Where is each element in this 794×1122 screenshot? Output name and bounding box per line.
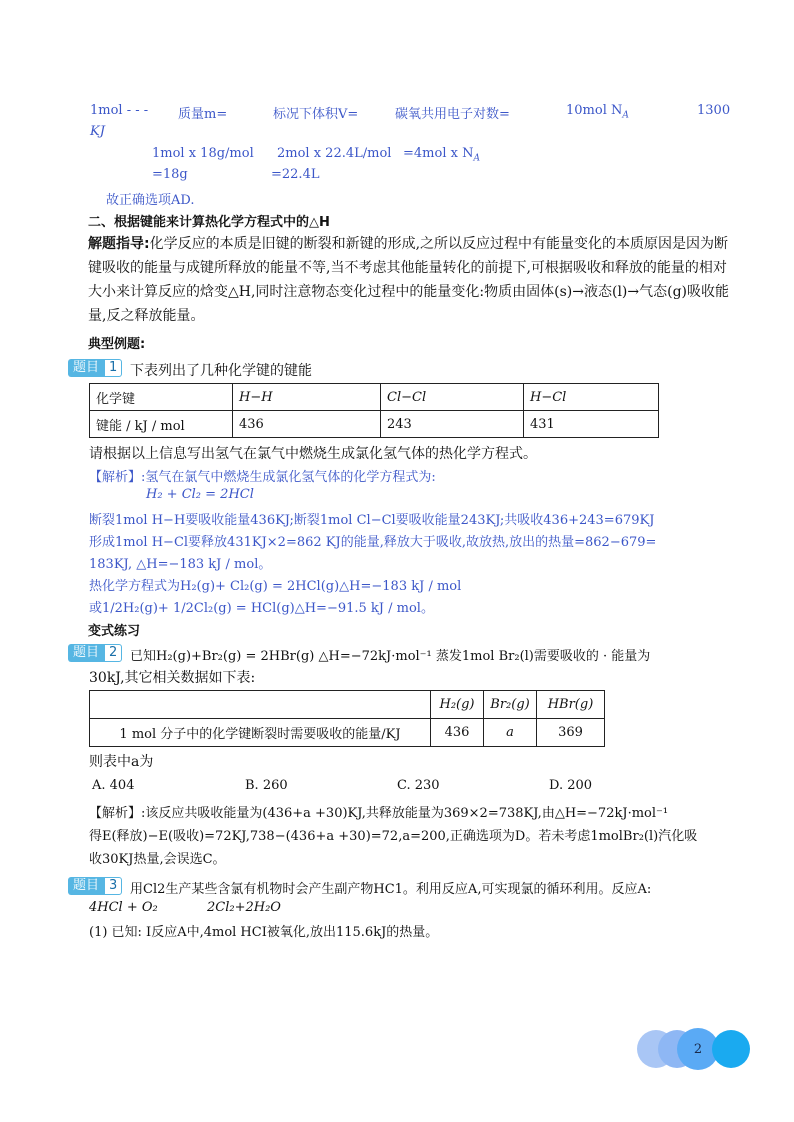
q1-text: 下表列出了几种化学键的键能: [130, 363, 312, 379]
q2-line1: 已知H₂(g)+Br₂(g) = 2HBr(g) △H=−72kJ·mol⁻¹ 蒸发1mol Br₂(l)需要吸收的 · 能量为: [130, 649, 651, 664]
variant-heading: 变式练习: [88, 624, 141, 639]
q1-analysis-3: 形成1mol H−Cl要释放431KJ×2=862 KJ的能量,释放大于吸收,故放热,放出的热量=862−679=: [89, 535, 657, 550]
q1-tag-label: 题目: [68, 359, 104, 377]
row4-conclusion: 故正确选项AD.: [106, 193, 195, 208]
q1-table: [89, 383, 659, 438]
q2-line2: 30kJ,其它相关数据如下表:: [89, 670, 256, 686]
q1-analysis-1: H₂ + Cl₂ = 2HCl: [146, 487, 254, 502]
q2-th-2: Br₂(g): [484, 691, 537, 719]
row1-e: 10mol $N_A$: [566, 103, 629, 121]
q2-td-0: 1 mol 分子中的化学键断裂时需要吸收的能量/KJ: [90, 719, 431, 747]
q2-option-b[interactable]: B. 260: [245, 778, 288, 793]
q2-td-3: 369: [537, 719, 605, 747]
examples-heading: 典型例题:: [88, 337, 146, 352]
q1-analysis-4: 183KJ, △H=−183 kJ / mol。: [89, 557, 272, 572]
q2-table-header: [90, 691, 605, 719]
row1-mass: 质量m=: [178, 107, 228, 122]
q1-tag: [68, 359, 122, 377]
q1-th-2: Cl−Cl: [381, 384, 524, 411]
row1-a: 1mol - - -: [90, 103, 149, 118]
section2-heading: 二、根据键能来计算热化学方程式中的△H: [88, 215, 330, 230]
row1-pairs: 碳氧共用电子对数=: [395, 107, 510, 122]
q1-td-0: 键能 / kJ / mol: [90, 411, 233, 438]
q2-td-2: a: [484, 719, 537, 747]
q1-table-header: [90, 384, 659, 411]
q2-option-a[interactable]: A. 404: [92, 778, 135, 793]
q1-analysis-2: 断裂1mol H−H要吸收能量436KJ;断裂1mol Cl−Cl要吸收能量243KJ;共吸收436+243=679KJ: [89, 513, 655, 528]
q3-eq-right: 2Cl₂+2H₂O: [207, 900, 281, 915]
q3-tag-num: 3: [104, 877, 122, 895]
q2-td-1: 436: [431, 719, 484, 747]
q1-analysis-5: 热化学方程式为H₂(g)+ Cl₂(g) = 2HCl(g)△H=−183 kJ / mol: [89, 579, 462, 594]
row1-volume: 标况下体积V=: [273, 107, 359, 122]
q3-line3: (1) 已知: Ⅰ反应A中,4mol HCI被氧化,放出115.6kJ的热量。: [89, 925, 439, 940]
q1-td-1: 436: [233, 411, 381, 438]
q1-th-1: H−H: [233, 384, 381, 411]
page-number: 2: [693, 1041, 703, 1057]
guide-label: 解题指导:: [88, 236, 150, 252]
guide-text: 化学反应的本质是旧键的断裂和新键的形成,之所以反应过程中有能量变化的本质原因是因为断键吸收的能量与成键所释放的能量不等,当不考虑其他能量转化的前提下,可根据吸收和释放的能量的相对大小来计算反应的焓变△H,同时注意物态变化过程中的能量变化:物质由固体(s)→液态(l)→气态(g)吸收能量,反之释放能量。: [88, 236, 729, 324]
section2-guide: [88, 232, 732, 328]
q2-analysis-1: 得E(释放)−E(吸收)=72KJ,738−(436+a +30)=72,a=200,正确选项为D。若未考虑1molBr₂(l)汽化吸: [89, 829, 698, 844]
q2-tag: [68, 644, 122, 662]
q2-prompt: 则表中a为: [89, 754, 154, 770]
q1-th-3: H−Cl: [524, 384, 659, 411]
q1-td-3: 431: [524, 411, 659, 438]
q3-eq-left: 4HCl + O₂: [89, 900, 158, 915]
q1-th-0: 化学键: [90, 384, 233, 411]
row2-b: 2mol x 22.4L/mol: [277, 146, 392, 161]
q1-analysis-6: 或1/2H₂(g)+ 1/2Cl₂(g) = HCl(g)△H=−91.5 kJ / mol。: [89, 601, 434, 616]
q2-analysis-2: 收30KJ热量,会误选C。: [89, 852, 226, 867]
q1-tag-num: 1: [104, 359, 122, 377]
q2-th-1: H₂(g): [431, 691, 484, 719]
q1-analysis-0: 【解析】:氢气在氯气中燃烧生成氯化氢气体的化学方程式为:: [89, 470, 436, 485]
q1-prompt: 请根据以上信息写出氢气在氯气中燃烧生成氯化氢气体的热化学方程式。: [89, 446, 537, 462]
q2-th-0: [90, 691, 431, 719]
q2-tag-label: 题目: [68, 644, 104, 662]
q3-tag-label: 题目: [68, 877, 104, 895]
row3-a: =18g: [152, 167, 188, 182]
q1-td-2: 243: [381, 411, 524, 438]
row1-f: 1300: [697, 103, 731, 118]
q3-tag: [68, 877, 122, 895]
q2-analysis-0: 【解析】:该反应共吸收能量为(436+a +30)KJ,共释放能量为369×2=738KJ,由△H=−72kJ·mol⁻¹: [89, 806, 669, 821]
row3-b: =22.4L: [271, 167, 320, 182]
q2-option-c[interactable]: C. 230: [397, 778, 440, 793]
table-row: [90, 411, 659, 438]
row1-g: KJ: [90, 124, 105, 139]
q2-tag-num: 2: [104, 644, 122, 662]
page-circle-main: [712, 1030, 750, 1068]
q2-th-3: HBr(g): [537, 691, 605, 719]
table-row: [90, 719, 605, 747]
row2-c: =4mol x $N_A$: [403, 146, 480, 164]
q2-table: [89, 690, 605, 747]
row2-a: 1mol x 18g/mol: [152, 146, 254, 161]
q2-option-d[interactable]: D. 200: [549, 778, 593, 793]
q3-line1: 用Cl2生产某些含氯有机物时会产生副产物HC1。利用反应A,可实现氯的循环利用。反应A:: [130, 882, 652, 897]
